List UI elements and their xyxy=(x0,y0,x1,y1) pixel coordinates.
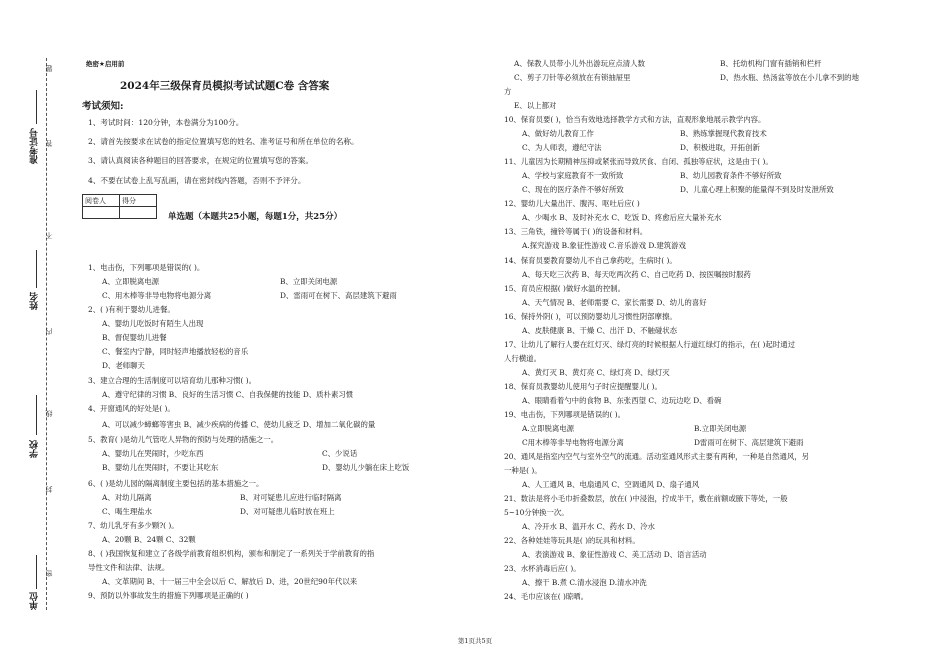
question-line: B、婴幼儿在哭闹时，不要让其吃东 xyxy=(102,463,219,472)
margin-label-school: 学校 xyxy=(30,440,40,458)
question-line: A、眼睛看着勺中的食物 B、东张西望 C、边玩边吃 D、看碗 xyxy=(522,396,722,405)
seal-char: 内 xyxy=(45,328,53,335)
page-title: 2024年三级保育员模拟考试试题C卷 含答案 xyxy=(120,80,330,92)
seal-char: 封 xyxy=(45,486,53,493)
question-line: 一种是( )。 xyxy=(504,466,542,475)
question-line: 1、电击伤，下列哪项是错误的( )。 xyxy=(88,263,205,272)
question-line: 9、预防以外事故发生的措施下列哪项是正确的( ) xyxy=(88,591,249,600)
question-line: A、人工通风 B、电扇通风 C、空调通风 D、扇子通风 xyxy=(522,480,700,489)
question-line: A、20颗 B、24颗 C、32颗 xyxy=(102,535,196,544)
question-line: 5、教育( )是幼儿气管吃人异物的预防与处理的措施之一。 xyxy=(88,435,279,444)
score-table-cell xyxy=(83,207,120,219)
question-line: B.立即关闭电源 xyxy=(694,424,747,433)
question-line: B、对可疑患儿应进行临时隔离 xyxy=(240,493,342,502)
page-footer: 第1页共5页 xyxy=(457,637,493,645)
question-line: 15、育员应根据( )做好水温的控制。 xyxy=(504,284,625,293)
question-line: D雷雨可在树下、高层建筑下避雨 xyxy=(694,438,804,447)
question-line: A、立即脱离电源 xyxy=(102,277,160,286)
question-line: 12、婴幼儿大量出汗、腹泻、呕吐后应( ) xyxy=(504,199,640,208)
notice-line: 1、考试时间：120分钟，本卷满分为100分。 xyxy=(88,118,244,127)
score-table-score: 得分 xyxy=(120,195,157,207)
margin-label-exam-id: 准考证号 xyxy=(30,128,40,164)
question-line: D、雷雨可在树下、高层建筑下避雨 xyxy=(280,291,397,300)
question-line: B、托幼机构门窗有插销和栏杆 xyxy=(720,59,822,68)
question-line: 22、各种娃娃等玩具是( )的玩具和材料。 xyxy=(504,536,640,545)
question-line: B、督促婴幼儿进餐 xyxy=(102,333,167,342)
question-line: C、为人师表，遵纪守法 xyxy=(522,143,602,152)
question-line: 10、保育员要( )，恰当有效地选择教学方式和方法，直观形象地展示教学内容。 xyxy=(504,115,766,124)
margin-label-name: 姓名 xyxy=(30,292,40,310)
question-line: A、可以减少蟑螂等害虫 B、减少疾病的传播 C、使幼儿疲乏 D、增加二氧化碳的量 xyxy=(102,420,376,429)
question-line: A、对幼儿隔离 xyxy=(102,493,152,502)
notice-line: 2、请首先按要求在试卷的指定位置填写您的姓名、准考证号和所在单位的名称。 xyxy=(88,137,359,146)
seal-char: 密 xyxy=(45,570,53,577)
seal-char: 线 xyxy=(45,410,53,417)
question-line: 21、数法是将小毛巾折叠数层，放在( )中浸泡，拧成半干，敷在前额或腋下等处，一般 xyxy=(504,494,788,503)
name-fill-line xyxy=(36,250,37,288)
question-line: 5~10分钟换一次。 xyxy=(504,508,569,517)
question-line: C、喝生理盐水 xyxy=(102,507,152,516)
question-line: 4、开窗通风的好处是( )。 xyxy=(88,404,175,413)
question-line: 17、让幼儿了解行人要在红灯灭、绿灯亮的时候根据人行道红绿灯的指示，在( )起时通过 xyxy=(504,340,795,349)
question-line: B、熟练掌握现代教育技术 xyxy=(680,129,767,138)
question-line: A.立即脱离电源 xyxy=(522,424,575,433)
question-line: D、老师聊天 xyxy=(102,361,145,370)
notice-line: 3、请认真阅读各种题目的回答要求，在规定的位置填写您的答案。 xyxy=(88,156,314,165)
question-line: 13、三角铁，撞铃等属于( )的设备和材料。 xyxy=(504,227,648,236)
question-line: A、遵守纪律的习惯 B、良好的生活习惯 C、自我保健的技能 D、质朴素习惯 xyxy=(102,390,354,399)
question-line: 19、电击伤，下列哪项是错误的( )。 xyxy=(504,410,625,419)
unit-fill-line xyxy=(36,555,37,589)
question-line: D、积极进取，开拓创新 xyxy=(680,143,760,152)
seal-char: 答 xyxy=(45,140,53,147)
question-line: C、剪子刀针等必须放在有锁抽屉里 xyxy=(514,73,631,82)
secret-mark: 绝密★启用前 xyxy=(86,60,125,68)
score-table-cell xyxy=(120,207,157,219)
question-line: 20、通风是指室内空气与室外空气的流通。活动室通风形式主要有两种，一种是自然通风，另 xyxy=(504,452,810,461)
question-line: E、以上都对 xyxy=(514,101,557,110)
question-line: B、立即关闭电源 xyxy=(280,277,338,286)
question-line: C、少说话 xyxy=(322,449,358,458)
score-table-reviewer: 阅卷人 xyxy=(83,195,120,207)
seal-char: 题 xyxy=(45,65,53,72)
notice-line: 4、不要在试卷上乱写乱画，请在密封线内答题，否则不予评分。 xyxy=(88,176,306,185)
question-line: A、婴幼儿吃饭时有陌生人出现 xyxy=(102,319,204,328)
question-line: A、黄灯灭 B、黄灯亮 C、绿灯亮 D、绿灯灭 xyxy=(522,368,670,377)
question-line: 23、水杯消毒后应( )。 xyxy=(504,564,581,573)
question-line: 6、( )是幼儿园的隔离制度主要包括的基本措施之一。 xyxy=(88,479,264,488)
question-line: 8、( )我国恢复和建立了各级学前教育组织机构，颁布和制定了一系列关于学前教育的指 xyxy=(88,549,375,558)
score-table xyxy=(82,194,157,219)
section-title: 单选题（本题共25小题，每题1分，共25分） xyxy=(168,212,343,222)
question-line: C、现在的医疗条件不够好所致 xyxy=(522,185,624,194)
question-line: B、幼儿园教育条件不够好所致 xyxy=(680,171,782,180)
question-line: A、冷开水 B、温开水 C、药水 D、冷水 xyxy=(522,522,655,531)
question-line: 导性文件和法律、法规。 xyxy=(88,563,170,572)
question-line: A、少喝水 B、及时补充水 C、吃饭 D、疼愈后应大量补充水 xyxy=(522,213,722,222)
question-line: 14、保育员要教育婴幼儿不自己拿药吃，生病时( )。 xyxy=(504,256,677,265)
question-line: C、餐室内宁静，同时轻声地播放轻松的音乐 xyxy=(102,347,249,356)
question-line: 3、建立合理的生活制度可以培育幼儿那种习惯( )。 xyxy=(88,376,257,385)
question-line: A、擦干 B.煮 C.清水浸泡 D.清水冲洗 xyxy=(522,578,647,587)
question-line: D、对可疑患儿临时放在班上 xyxy=(240,507,335,516)
question-line: 11、儿童因为长期精神压抑或紧张而导致厌食、自闭、孤独等症状，这是由于( )。 xyxy=(504,157,773,166)
exam-id-fill-line xyxy=(36,90,37,124)
question-line: A、天气情况 B、老师需要 C、家长需要 D、幼儿的喜好 xyxy=(522,298,707,307)
question-line: 7、幼儿乳牙有多少颗?( )。 xyxy=(88,521,179,530)
question-line: D、婴幼儿少躺在床上吃饭 xyxy=(322,463,410,472)
seal-char: 不 xyxy=(45,232,53,239)
question-line: 24、毛巾应该在( )晾晒。 xyxy=(504,592,589,601)
question-line: A、表演游戏 B、象征性游戏 C、美工活动 D、语言活动 xyxy=(522,550,707,559)
margin-label-unit: 单位 xyxy=(30,592,40,610)
question-line: 方 xyxy=(504,87,512,96)
question-line: C用木棒等非导电物将电源分离 xyxy=(522,438,624,447)
question-line: A、每天吃三次药 B、每天吃两次药 C、自己吃药 D、按医嘱按时服药 xyxy=(522,270,751,279)
question-line: D、儿童心理上积聚的能量得不到及时发泄所致 xyxy=(680,185,834,194)
question-line: 18、保育员教婴幼儿使用勺子时应提醒婴儿( )。 xyxy=(504,382,662,391)
question-line: A、做好幼儿教育工作 xyxy=(522,129,594,138)
school-fill-line xyxy=(36,395,37,435)
question-line: D、热水瓶、热汤盆等放在小儿拿不到的地 xyxy=(720,73,859,82)
question-line: A、婴幼儿在哭闹时，少吃东西 xyxy=(102,449,204,458)
question-line: 16、保持外阴( )，可以预防婴幼儿习惯性阴部摩擦。 xyxy=(504,312,677,321)
question-line: A、皮肤健康 B、干燥 C、出汗 D、不触碰状态 xyxy=(522,326,678,335)
question-line: A、学校与家庭教育不一致所致 xyxy=(522,171,624,180)
question-line: A、文革期间 B、十一届三中全会以后 C、解放后 D、进，20世纪90年代以来 xyxy=(102,577,358,586)
question-line: C、用木棒等非导电物将电源分离 xyxy=(102,291,212,300)
question-line: 2、( )有利于婴幼儿进餐。 xyxy=(88,305,175,314)
question-line: A、保教人员带小儿外出游玩应点清人数 xyxy=(514,59,645,68)
question-line: 人行横道。 xyxy=(504,354,541,363)
question-line: A.探究游戏 B.象征性游戏 C.音乐游戏 D.建筑游戏 xyxy=(522,241,686,250)
notice-heading: 考试须知: xyxy=(82,101,124,112)
